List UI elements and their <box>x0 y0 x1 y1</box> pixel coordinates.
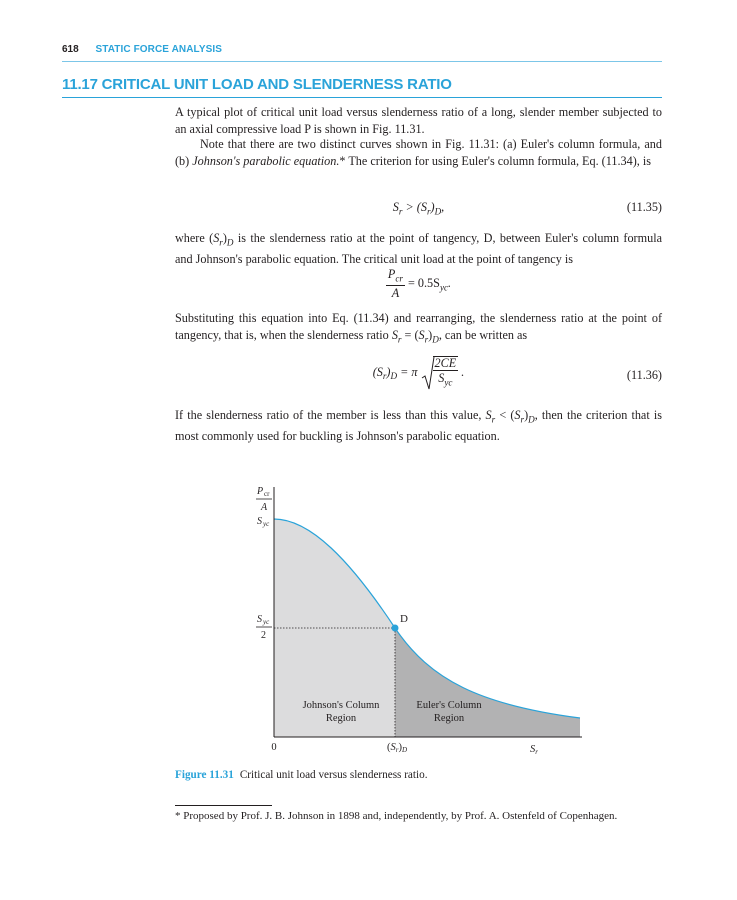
equation-11-36-body: $(S_r)_D = \pi$ $\frac{2CE}{S_{yc}}$ . <box>175 356 662 390</box>
svg-text:yc: yc <box>263 520 270 528</box>
equation-11-35-number: (11.35) <box>626 200 662 214</box>
x-label-sr-d <box>387 742 407 754</box>
footnote: * Proposed by Prof. J. B. Johnson in 1898 and, independently, by Prof. A. Ostenfeld of Copenhagen. <box>175 810 618 822</box>
paragraph-substituting-text-a: Substituting this equation into Eq. (11.34) and rearranging, the slenderness ratio at the point of tangency, that is, when the slenderness ratio <box>175 311 662 342</box>
tangency-point-d <box>392 625 399 632</box>
y-label-syc-over-2 <box>256 614 272 641</box>
footnote-rule <box>175 805 272 806</box>
equation-11-35-body: $S_r > (S_r)_D$, <box>392 200 445 217</box>
page-number: 618 <box>62 44 79 55</box>
euler-region-label-line1: Euler's Column <box>416 700 482 711</box>
equation-critical-load-rhs: = 0.5S <box>408 276 440 291</box>
figure-caption-text: Critical unit load versus slenderness ratio. <box>239 769 428 781</box>
fraction-2ce-over-syc: $\frac{2CE}{S_{yc}}$ <box>434 356 457 388</box>
tangency-point-label: D <box>400 613 408 625</box>
svg-text:(Sr)D: (Sr)D <box>387 742 408 754</box>
paragraph-curves-text-a: Note that there are two distinct curves shown in Fig. 11.31: (a) Euler's column formula, and (b) <box>175 137 662 168</box>
symbol-sr-lt-srd: $S_r < (S_r)_D$ <box>485 408 535 425</box>
x-origin-label: 0 <box>271 742 277 753</box>
euler-region-label-line2: Region <box>433 713 465 724</box>
paragraph-where-text-b: is the slenderness ratio at the point of tangency, D, between Euler's column formula and Johnson's parabolic equation. The critical unit load at the point of tangency is <box>175 231 662 267</box>
johnson-region-label-line1: Johnson's Column <box>302 700 380 711</box>
svg-text:S: S <box>257 516 262 527</box>
paragraph-criterion-text-a: If the slenderness ratio of the member is less than this value, <box>175 408 486 422</box>
fraction-pcr-over-a: $\frac{P_{cr}}{A}$ <box>387 267 403 301</box>
x-label-sr <box>530 744 538 756</box>
equation-critical-load-body: $\frac{P_{cr}}{A}$ = $0.5S_{yc}$. <box>387 267 452 301</box>
paragraph-substituting-text-b: , can be written as <box>438 328 528 342</box>
svg-text:A: A <box>261 502 268 513</box>
svg-text:2: 2 <box>261 630 266 641</box>
paragraph-intro-text: A typical plot of critical unit load versus slenderness ratio of a long, slender member subjected to an axial compressive load P is shown in Fig. 11.31. <box>175 105 662 136</box>
svg-text:cr: cr <box>264 490 270 498</box>
svg-text:yc: yc <box>263 618 270 626</box>
equation-11-36-number: (11.36) <box>626 368 662 382</box>
figure-caption <box>175 769 428 781</box>
symbol-sr-d: $(S_r)_D$ <box>209 231 234 248</box>
johnson-term: Johnson's parabolic equation. <box>192 154 340 168</box>
section-title: 11.17 CRITICAL UNIT LOAD AND SLENDERNESS RATIO <box>62 76 452 93</box>
paragraph-curves-text-c: * The criterion for using Euler's column formula, Eq. (11.34), is <box>339 154 651 168</box>
symbol-sr-eq-srd: $S_r = (S_r)_D$ <box>391 328 439 345</box>
paragraph-criterion-text-b: , then the criterion that is most commonly used for buckling is Johnson's parabolic equation. <box>175 408 662 444</box>
svg-text:S: S <box>257 614 262 625</box>
euler-region <box>395 628 580 737</box>
y-label-pcr-over-a <box>256 486 272 513</box>
johnson-region-label-line2: Region <box>325 713 357 724</box>
figure-label: Figure 11.31 <box>175 769 234 781</box>
paragraph-where-text-a: where <box>175 231 210 245</box>
svg-text:Sr: Sr <box>530 744 538 756</box>
running-title: STATIC FORCE ANALYSIS <box>95 44 223 55</box>
svg-text:P: P <box>257 486 264 497</box>
y-label-syc <box>257 516 270 528</box>
